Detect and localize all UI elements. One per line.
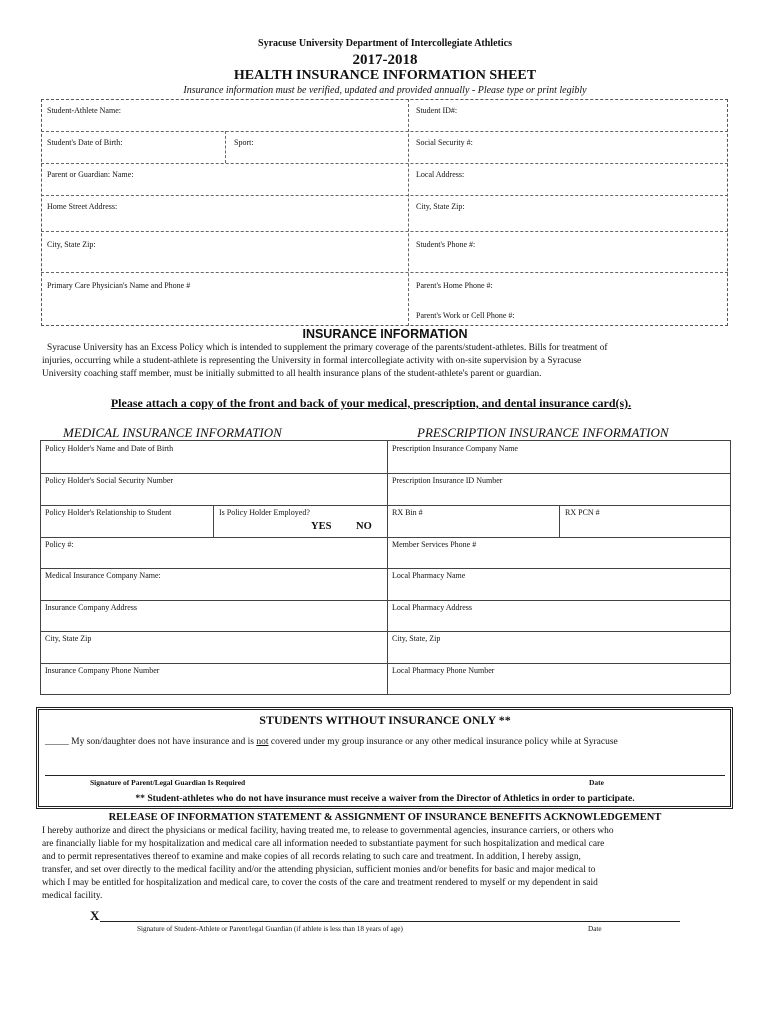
holder-relationship-field[interactable]: Policy Holder's Relationship to Student — [45, 508, 172, 517]
prescription-heading: PRESCRIPTION INSURANCE INFORMATION — [417, 425, 669, 440]
employed-yes-option[interactable]: YES — [311, 521, 332, 532]
insurance-info-line-1: Syracuse University has an Excess Policy which is intended to supplement the primary coverage of the parents/student-athletes. Bills for treatment of — [47, 343, 608, 353]
waiver-note: ** Student-athletes who do not have insurance must receive a waiver from the Director of Athletics in order to participate. — [135, 793, 635, 804]
medical-city-state-zip-field[interactable]: City, State Zip — [45, 634, 92, 643]
holder-employed-field: Is Policy Holder Employed? — [219, 508, 310, 517]
athlete-date-label: Date — [588, 925, 602, 933]
release-line-4: transfer, and set over directly to the medical facility and/or the attending physician, sufficient monies and/or benefits for basic and major medical to — [42, 865, 596, 875]
student-dob-field[interactable]: Student's Date of Birth: — [47, 138, 123, 147]
statement-part-b: covered under my group insurance or any other medical insurance policy while at Syracuse — [268, 737, 618, 747]
page-subtitle: Insurance information must be verified, updated and provided annually - Please type or print legibly — [183, 85, 587, 96]
release-line-6: medical facility. — [42, 891, 103, 901]
athlete-signature-label: Signature of Student-Athlete or Parent/legal Guardian (if athlete is less than 18 years of age) — [137, 925, 403, 933]
ssn-field[interactable]: Social Security #: — [416, 138, 473, 147]
city-state-zip-right-field[interactable]: City, State Zip: — [416, 202, 465, 211]
employed-no-option[interactable]: NO — [356, 521, 372, 532]
no-insurance-heading: STUDENTS WITHOUT INSURANCE ONLY ** — [259, 713, 511, 727]
release-line-5: which I may be entitled for hospitalization and medical care, to cover the costs of the care and treatment rendered to myself or my dependent in said — [42, 878, 598, 888]
pharmacy-phone-field[interactable]: Local Pharmacy Phone Number — [392, 666, 495, 675]
signature-x-mark: X — [90, 908, 100, 923]
home-street-field[interactable]: Home Street Address: — [47, 202, 118, 211]
pharmacy-city-state-zip-field[interactable]: City, State, Zip — [392, 634, 441, 643]
form-year: 2017-2018 — [352, 52, 418, 68]
rx-company-name-field[interactable]: Prescription Insurance Company Name — [392, 444, 518, 453]
release-line-1: I hereby authorize and direct the physicians or medical facility, having treated me, to release to governmental agencies, insurance carriers, or others who — [42, 826, 614, 836]
local-address-field[interactable]: Local Address: — [416, 170, 465, 179]
attach-card-notice: Please attach a copy of the front and back of your medical, prescription, and dental insurance card(s). — [110, 396, 632, 410]
rx-id-number-field[interactable]: Prescription Insurance ID Number — [392, 476, 503, 485]
insurance-info-line-3: University coaching staff member, must be initially submitted to all health insurance plans of the student-athlete's parent or guardian. — [42, 369, 542, 379]
parent-home-phone-field[interactable]: Parent's Home Phone #: — [416, 281, 493, 290]
athlete-signature-line[interactable] — [100, 921, 680, 922]
guardian-signature-label: Signature of Parent/Legal Guardian Is Required — [90, 778, 246, 787]
statement-part-a: My son/daughter does not have insurance and is — [68, 737, 257, 747]
release-heading: RELEASE OF INFORMATION STATEMENT & ASSIGNMENT OF INSURANCE BENEFITS ACKNOWLEDGEMENT — [108, 812, 662, 823]
insurance-info-heading: INSURANCE INFORMATION — [302, 327, 468, 341]
no-insurance-blank[interactable]: _____ — [45, 737, 69, 747]
guardian-date-label: Date — [589, 778, 604, 787]
insurance-company-phone-field[interactable]: Insurance Company Phone Number — [45, 666, 160, 675]
parent-work-phone-field[interactable]: Parent's Work or Cell Phone #: — [416, 311, 515, 320]
sport-field[interactable]: Sport: — [234, 138, 254, 147]
guardian-name-field[interactable]: Parent or Guardian: Name: — [47, 170, 134, 179]
statement-not: not — [256, 737, 269, 747]
city-state-zip-left-field[interactable]: City, State Zip: — [47, 240, 96, 249]
release-line-2: are financially liable for my hospitalization and medical care all information needed to substantiate payment for such hospitalization and medical care — [42, 839, 605, 849]
rx-bin-field[interactable]: RX Bin # — [392, 508, 423, 517]
medical-company-name-field[interactable]: Medical Insurance Company Name: — [45, 571, 161, 580]
insurance-company-address-field[interactable]: Insurance Company Address — [45, 603, 137, 612]
page-title: HEALTH INSURANCE INFORMATION SHEET — [233, 68, 537, 83]
policy-number-field[interactable]: Policy #: — [45, 540, 74, 549]
release-line-3: and to permit representatives thereof to examine and make copies of all records relating to such care and treatment. In addition, I hereby assign, — [42, 852, 581, 862]
student-phone-field[interactable]: Student's Phone #: — [416, 240, 476, 249]
holder-name-dob-field[interactable]: Policy Holder's Name and Date of Birth — [45, 444, 174, 453]
student-info-box — [41, 99, 728, 326]
student-name-field[interactable]: Student-Athlete Name: — [47, 106, 121, 115]
rx-pcn-field[interactable]: RX PCN # — [565, 508, 600, 517]
student-id-field[interactable]: Student ID#: — [416, 106, 458, 115]
medical-heading: MEDICAL INSURANCE INFORMATION — [63, 425, 282, 440]
holder-ssn-field[interactable]: Policy Holder's Social Security Number — [45, 476, 174, 485]
insurance-info-line-2: injuries, occurring while a student-athlete is representing the University in formal intercollegiate activity with on-site supervision by a Syracuse — [42, 356, 582, 366]
pharmacy-name-field[interactable]: Local Pharmacy Name — [392, 571, 466, 580]
no-insurance-statement — [45, 737, 618, 747]
guardian-signature-line[interactable] — [45, 775, 725, 776]
org-name: Syracuse University Department of Intercollegiate Athletics — [258, 38, 512, 49]
pharmacy-address-field[interactable]: Local Pharmacy Address — [392, 603, 472, 612]
physician-field[interactable]: Primary Care Physician's Name and Phone # — [47, 281, 191, 290]
member-services-phone-field[interactable]: Member Services Phone # — [392, 540, 477, 549]
